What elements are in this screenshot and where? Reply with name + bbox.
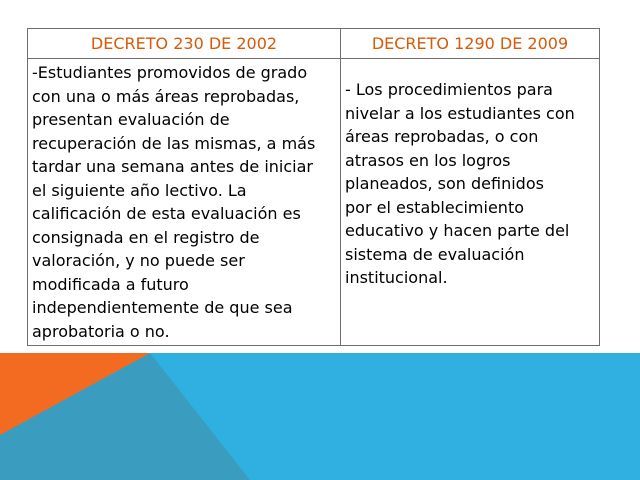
- header-decreto-1290: DECRETO 1290 DE 2009: [341, 29, 600, 59]
- table-row: [28, 59, 600, 346]
- cell-decreto-230-text: -Estudiantes promovidos de grado con una o más áreas reprobadas, presentan evaluación de recuperación de las mismas, a más tardar una semana antes de iniciar el siguiente año lectivo. La calificación de esta evaluación es consignada en el registro de valoración, y no puede ser modificada a futuro independientemente de que sea aprobatoria o no.: [32, 63, 316, 341]
- cell-decreto-1290: [341, 59, 600, 346]
- comparison-table: [27, 28, 600, 346]
- header-decreto-230: DECRETO 230 DE 2002: [28, 29, 341, 59]
- decorative-footer-band: [0, 353, 640, 480]
- cell-decreto-230: [28, 59, 341, 346]
- table-header-row: [28, 29, 600, 59]
- cell-decreto-1290-text: - Los procedimientos para nivelar a los estudiantes con áreas reprobadas, o con atrasos en los logros planeados, son definidos por el establecimiento educativo y hacen parte del sistema de evaluación institucional.: [345, 80, 575, 288]
